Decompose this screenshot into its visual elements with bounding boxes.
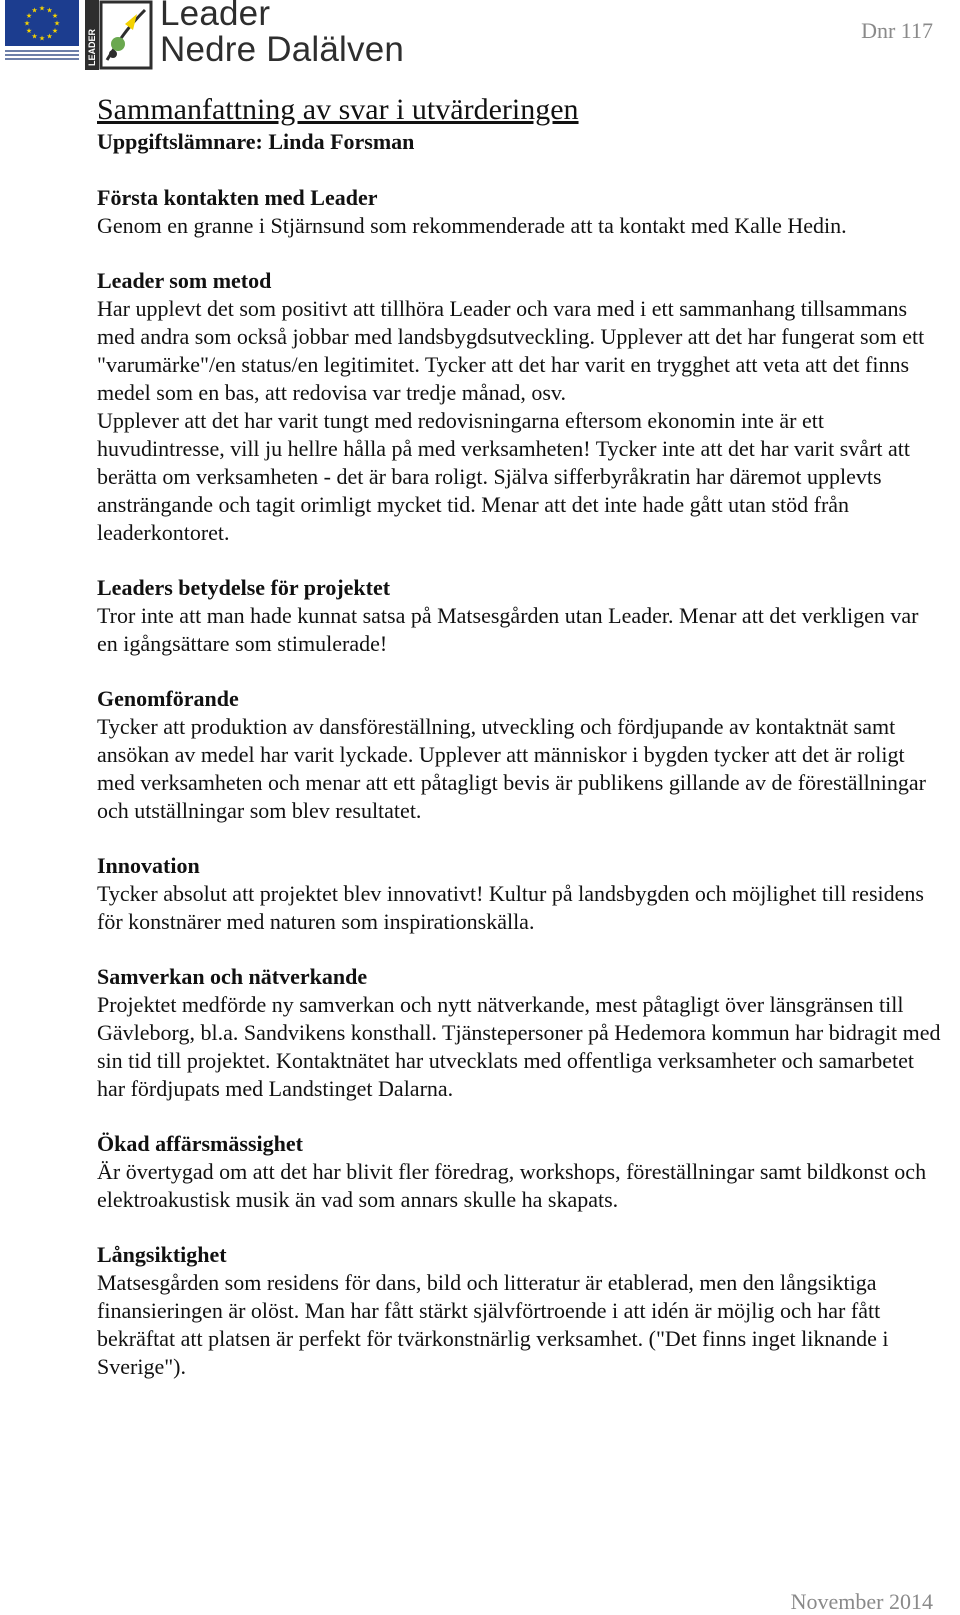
- eu-star-icon: ★: [31, 6, 38, 15]
- leader-name-line1: Leader: [160, 0, 271, 33]
- page-header: [0, 0, 960, 80]
- section-heading: Innovation: [97, 853, 200, 878]
- eu-star-icon: ★: [51, 27, 59, 35]
- eu-star-icon: ★: [46, 32, 53, 41]
- section-paragraph: Projektet medförde ny samverkan och nytt nätverkande, mest påtagligt över länsgränsen till Gävleborg, bl.a. Sandvikens konsthall. Tjänstepersoner på Hedemora kommun har bidragit med sin tid till projektet. Kontaktnätet har utvecklats med offentliga verksamheter och samarbetet har fördjupats med Landstinget Dalarna.: [97, 992, 941, 1101]
- svg-text:LEADER: LEADER: [87, 28, 97, 66]
- section-paragraph: Matsesgården som residens för dans, bild och litteratur är etablerad, men den långsiktiga finansieringen är olöst. Man har fått stärkt självförtroende i att idén är möjlig och har fått bekräftat att platsen är perfekt för tvärkonstnärlig verksamhet. ("Det finns inget liknande i Sverige").: [97, 1270, 889, 1379]
- section-leader-method: [97, 267, 942, 547]
- section-heading: Ökad affärsmässighet: [97, 1131, 303, 1156]
- eu-star-icon: ★: [31, 32, 38, 41]
- section-heading: Genomförande: [97, 686, 239, 711]
- eu-logo: [5, 0, 79, 70]
- section-heading: Leader som metod: [97, 268, 272, 293]
- page-title: Sammanfattning av svar i utvärderingen: [97, 93, 579, 126]
- footer-date: November 2014: [790, 1589, 933, 1614]
- leader-name: [160, 0, 404, 68]
- eu-star-icon: ★: [51, 12, 59, 20]
- eu-star-icon: ★: [25, 12, 33, 20]
- section-leader-importance: [97, 574, 942, 658]
- section-heading: Första kontakten med Leader: [97, 185, 378, 210]
- document-body: [97, 92, 942, 1408]
- document-number: Dnr 117: [861, 18, 933, 43]
- section-longevity: [97, 1241, 942, 1381]
- eu-star-icon: ★: [38, 4, 46, 13]
- section-heading: Långsiktighet: [97, 1242, 227, 1267]
- eu-star-icon: ★: [25, 27, 33, 35]
- section-implementation: [97, 685, 942, 825]
- section-paragraph: Upplever att det har varit tungt med redovisningarna eftersom ekonomin inte är ett huvudintresse, vill ju hellre hålla på med verksamheten! Tycker inte att det har varit svårt att berätta om verksamheten - det är bara roligt. Själva sifferbyråkratin har däremot upplevts ansträngande och tagit orimligt mycket tid. Menar att det inte hade gått utan stöd från leaderkontoret.: [97, 408, 911, 545]
- leader-name-line2: Nedre Dalälven: [160, 30, 405, 69]
- section-paragraph: Är övertygad om att det har blivit fler föredrag, workshops, föreställningar samt bildkonst och elektroakustisk musik än vad som annars skulle ha skapats.: [97, 1159, 927, 1212]
- section-business: [97, 1130, 942, 1214]
- eu-flag-icon: [5, 0, 79, 46]
- section-paragraph: Har upplevt det som positivt att tillhöra Leader och vara med i ett sammanhang tillsammans med andra som också jobbar med landsbygdsutveckling. Upplever att det har fungerat som ett "varumärke"/en status/en legitimitet. Tycker att det har varit en trygghet att veta att det finns medel som en bas, att redovisa var tredje månad, osv.: [97, 296, 925, 405]
- eu-star-icon: ★: [23, 19, 31, 28]
- section-paragraph: Tycker att produktion av dansföreställning, utveckling och fördjupande av kontaktnät samt ansökan av medel har varit lyckade. Upplever att människor i bygden tycker att det är roligt med verksamheten och menar att ett påtagligt bevis är publikens gillande av de föreställningar och utställningar som blev resultatet.: [97, 714, 926, 823]
- eu-star-icon: ★: [53, 19, 61, 28]
- leader-logo-icon: [85, 0, 153, 70]
- section-heading: Leaders betydelse för projektet: [97, 575, 391, 600]
- section-paragraph: Tror inte att man hade kunnat satsa på Matsesgården utan Leader. Menar att det verkligen var en igångsättare som stimulerade!: [97, 603, 919, 656]
- respondent-line: Uppgiftslämnare: Linda Forsman: [97, 129, 415, 154]
- eu-star-icon: ★: [38, 34, 46, 43]
- section-heading: Samverkan och nätverkande: [97, 964, 368, 989]
- eu-star-icon: ★: [46, 6, 53, 15]
- section-paragraph: Genom en granne i Stjärnsund som rekommenderade att ta kontakt med Kalle Hedin.: [97, 213, 847, 238]
- section-innovation: [97, 852, 942, 936]
- section-cooperation: [97, 963, 942, 1103]
- section-first-contact: [97, 184, 942, 240]
- eu-logo-caption: [5, 48, 79, 68]
- section-paragraph: Tycker absolut att projektet blev innovativt! Kultur på landsbygden och möjlighet till residens för konstnärer med naturen som inspirationskälla.: [97, 881, 924, 934]
